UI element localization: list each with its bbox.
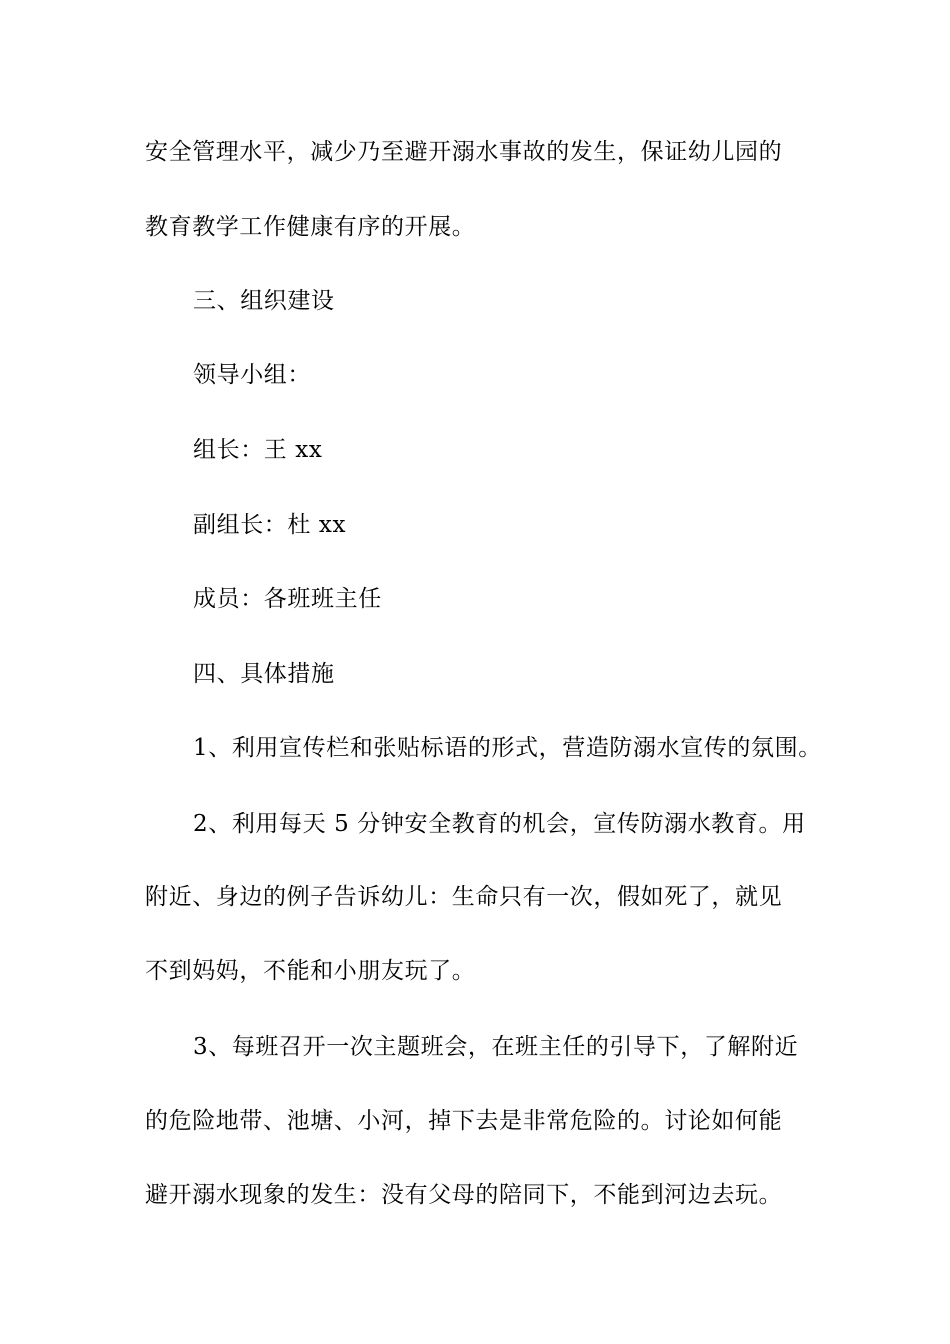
body-text-line: 3、每班召开一次主题班会，在班主任的引导下，了解附近 bbox=[193, 1034, 799, 1060]
body-text-line: 组长：王 xx bbox=[193, 437, 323, 463]
section-heading: 四、具体措施 bbox=[193, 661, 335, 687]
body-text-line: 副组长：杜 xx bbox=[193, 512, 347, 538]
body-text-line: 2、利用每天 5 分钟安全教育的机会，宣传防溺水教育。用 bbox=[193, 811, 806, 837]
body-text-line: 安全管理水平，减少乃至避开溺水事故的发生，保证幼儿园的 bbox=[145, 139, 783, 165]
body-text-line: 教育教学工作健康有序的开展。 bbox=[145, 214, 476, 240]
body-text-line: 的危险地带、池塘、小河，掉下去是非常危险的。讨论如何能 bbox=[145, 1108, 783, 1134]
body-text-line: 成员：各班班主任 bbox=[193, 586, 382, 612]
body-text-line: 领导小组： bbox=[193, 362, 311, 388]
body-text-line: 1、利用宣传栏和张贴标语的形式，营造防溺水宣传的氛围。 bbox=[193, 735, 822, 761]
section-heading: 三、组织建设 bbox=[193, 288, 335, 314]
body-text-line: 不到妈妈，不能和小朋友玩了。 bbox=[145, 958, 476, 984]
body-text-line: 避开溺水现象的发生：没有父母的陪同下，不能到河边去玩。 bbox=[145, 1182, 783, 1208]
body-text-line: 附近、身边的例子告诉幼儿：生命只有一次，假如死了，就见 bbox=[145, 884, 783, 910]
